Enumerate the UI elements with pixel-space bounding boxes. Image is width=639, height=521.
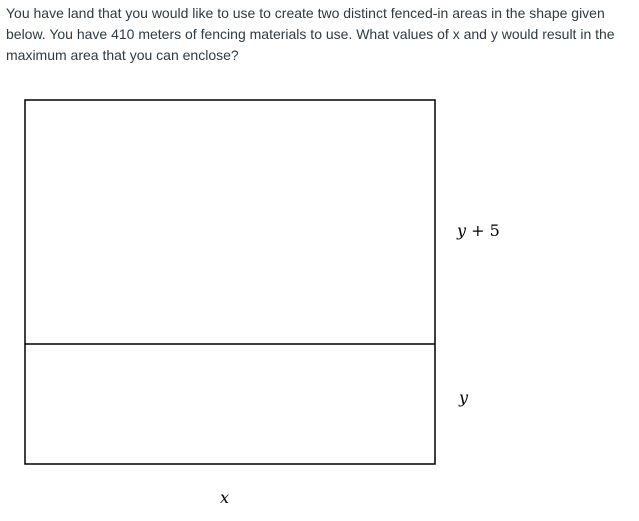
bottom-section-height-label: y <box>459 388 469 407</box>
width-label: x <box>220 488 230 507</box>
top-section-height-label: y + 5 <box>457 221 500 240</box>
question-text: You have land that you would like to use to create two distinct fenced-in areas in the shape given below. You have 410 meters of fencing materials to use. What values of x and y would result in the maximum area that you can enclose? <box>6 5 615 63</box>
fence-outer-rectangle <box>25 100 435 464</box>
